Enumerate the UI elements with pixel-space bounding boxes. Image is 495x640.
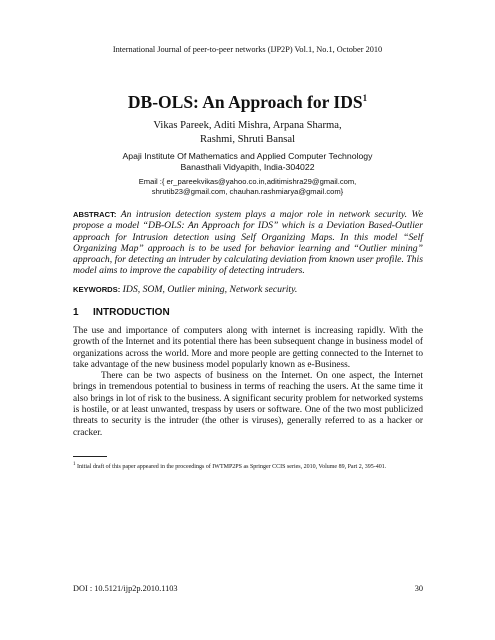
- section-number: 1: [73, 307, 79, 318]
- footnote-text: Initial draft of this paper appeared in the proceedings of IWTMP2PS as Springer CCIS series, 2010, Volume 89, Part 2, 395-401.: [77, 464, 387, 470]
- section-title: INTRODUCTION: [93, 307, 170, 318]
- institution-line-1: Apaji Institute Of Mathematics and Applied Computer Technology: [122, 151, 373, 161]
- abstract-label: ABSTRACT:: [73, 210, 117, 219]
- author-emails: [0, 177, 495, 197]
- section-body: [73, 326, 423, 439]
- footnote-rule: [73, 456, 107, 457]
- section-heading: [73, 307, 170, 318]
- abstract-text: An intrusion detection system plays a major role in network security. We propose a model “DB-OLS: An Approach for IDS” which is a Deviation Based-Outlier approach for Intrusion detection using Self Organizing Maps. In this model “Self Organizing Map” approach is to be used for behavior learning and “Outlier mining” approach, for detecting an intruder by calculating deviation from known user profile. This model aims to improve the capability of detecting intruders.: [73, 209, 424, 277]
- footnote: [73, 461, 433, 471]
- paragraph-1: The use and importance of computers along with internet is increasing rapidly. With the growth of the Internet and its potential there has been subsequent change in business model of organizations across the world. More and more people are getting connected to the Internet to take advantage of the new business model popularly known as e-Business.: [73, 326, 423, 370]
- paragraph-2: There can be two aspects of business on the Internet. On one aspect, the Internet brings in tremendous potential to business in terms of reaching the users. At the same time it also brings in lot of risk to the business. A significant security problem for networked systems is hostile, or at least unwanted, trespass by users or software. One of the two most publicized threats to security is the intruder (the other is viruses), generally referred to as a hacker or cracker.: [73, 371, 423, 438]
- keywords-label: KEYWORDS:: [73, 285, 121, 294]
- email-line-1: Email :{ er_pareekvikas@yahoo.co.in,aditimishra29@gmail.com,: [138, 177, 357, 186]
- keywords-text: IDS, SOM, Outlier mining, Network security.: [122, 284, 298, 295]
- page-number: 30: [414, 584, 423, 593]
- paper-title: [0, 92, 495, 113]
- paper-title-text: DB-OLS: An Approach for IDS: [127, 92, 363, 112]
- email-line-2: shrutib23@gmail.com, chauhan.rashmiarya@gmail.com}: [151, 187, 344, 196]
- institution: [0, 151, 495, 173]
- keywords: [73, 284, 423, 295]
- abstract: [73, 209, 423, 277]
- authors-line-2: Rashmi, Shruti Bansal: [199, 133, 296, 145]
- author-list: [0, 119, 495, 146]
- footnote-mark: 1: [73, 462, 76, 467]
- journal-header: International Journal of peer-to-peer networks (IJP2P) Vol.1, No.1, October 2010: [112, 45, 383, 54]
- authors-line-1: Vikas Pareek, Aditi Mishra, Arpana Sharma,: [153, 120, 342, 131]
- doi: DOI : 10.5121/ijp2p.2010.1103: [73, 584, 178, 593]
- institution-line-2: Banasthali Vidyapith, India-304022: [180, 162, 315, 173]
- title-footnote-mark: 1: [362, 93, 368, 104]
